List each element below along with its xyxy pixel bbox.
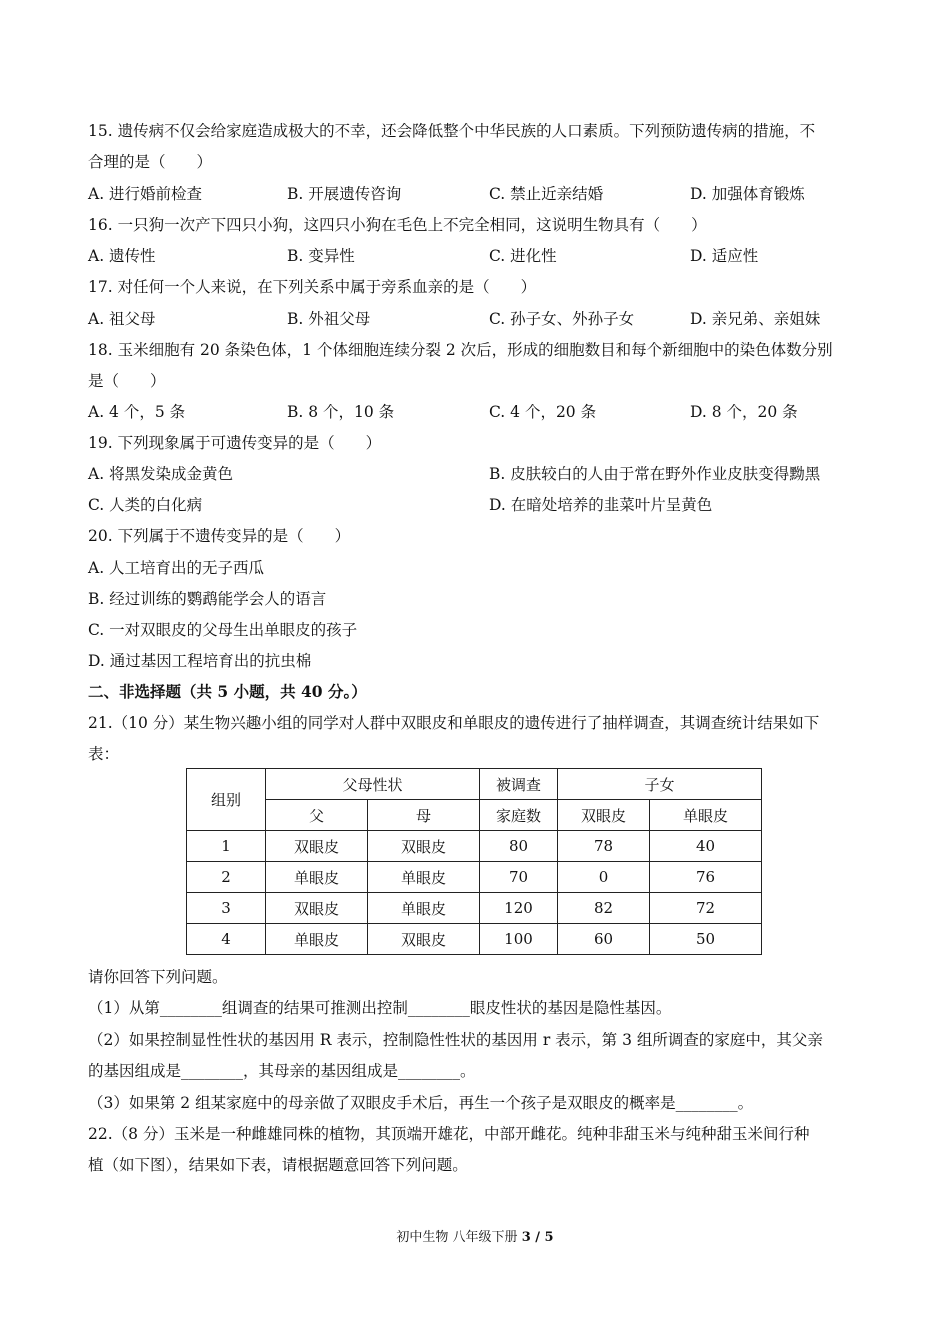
q16-stem: 16. 一只狗一次产下四只小狗，这四只小狗在毛色上不完全相同，这说明生物具有（ ） [88,216,707,234]
q17-option-a: A. 祖父母 [88,310,156,328]
q21-survey-table [186,768,762,955]
cell-mother: 双眼皮 [368,924,480,955]
page-footer [0,1226,950,1245]
cell-families: 100 [480,924,558,955]
cell-double: 82 [558,893,650,924]
cell-double: 78 [558,831,650,862]
q18-option-c: C. 4 个，20 条 [489,403,597,421]
cell-group: 4 [187,924,266,955]
q21-intro-line2: 表： [88,745,120,763]
q18-option-a: A. 4 个，5 条 [88,403,186,421]
q21-sub3: （3）如果第 2 组某家庭中的母亲做了双眼皮手术后，再生一个孩子是双眼皮的概率是________。 [88,1094,754,1112]
q21-prompt: 请你回答下列问题。 [88,968,228,986]
cell-mother: 双眼皮 [368,831,480,862]
q18-option-b: B. 8 个，10 条 [287,403,395,421]
q16-option-a: A. 遗传性 [88,247,156,265]
cell-double: 0 [558,862,650,893]
q17-stem: 17. 对任何一个人来说，在下列关系中属于旁系血亲的是（ ） [88,278,537,296]
q19-stem: 19. 下列现象属于可遗传变异的是（ ） [88,434,382,452]
q21-sub2-line1: （2）如果控制显性性状的基因用 R 表示，控制隐性性状的基因用 r 表示，第 3 组所调查的家庭中，其父亲 [88,1031,823,1049]
section2-heading: 二、非选择题（共 5 小题，共 40 分。） [88,682,367,701]
header-parents: 父母性状 [266,769,480,800]
q21-sub2-line2: 的基因组成是________，其母亲的基因组成是________。 [88,1062,476,1080]
q21-sub1: （1）从第________组调查的结果可推测出控制________眼皮性状的基因是隐性基因。 [88,999,672,1017]
cell-single: 76 [650,862,762,893]
table-row [187,893,762,924]
header-surveyed-2: 家庭数 [480,800,558,831]
cell-father: 双眼皮 [266,893,368,924]
cell-families: 70 [480,862,558,893]
cell-father: 单眼皮 [266,862,368,893]
table-row [187,831,762,862]
cell-father: 单眼皮 [266,924,368,955]
q19-option-b: B. 皮肤较白的人由于常在野外作业皮肤变得黝黑 [489,465,821,483]
q15-option-b: B. 开展遗传咨询 [287,185,402,203]
cell-double: 60 [558,924,650,955]
q17-option-c: C. 孙子女、外孙子女 [489,310,635,328]
cell-father: 双眼皮 [266,831,368,862]
q15-stem-line2: 合理的是（ ） [88,153,213,171]
table-subheader-row [187,800,762,831]
q18-stem-line2: 是（ ） [88,372,166,390]
q20-option-d: D. 通过基因工程培育出的抗虫棉 [88,652,312,670]
q17-option-d: D. 亲兄弟、亲姐妹 [690,310,821,328]
header-surveyed-1: 被调查 [480,769,558,800]
cell-group: 3 [187,893,266,924]
q20-stem: 20. 下列属于不遗传变异的是（ ） [88,527,351,545]
cell-families: 120 [480,893,558,924]
q19-option-d: D. 在暗处培养的韭菜叶片呈黄色 [489,496,713,514]
q18-option-d: D. 8 个，20 条 [690,403,798,421]
cell-mother: 单眼皮 [368,893,480,924]
q20-option-c: C. 一对双眼皮的父母生出单眼皮的孩子 [88,621,358,639]
cell-single: 40 [650,831,762,862]
q20-option-b: B. 经过训练的鹦鹉能学会人的语言 [88,590,327,608]
table-row [187,924,762,955]
q19-option-a: A. 将黑发染成金黄色 [88,465,234,483]
q17-option-b: B. 外祖父母 [287,310,371,328]
header-children: 子女 [558,769,762,800]
q20-option-a: A. 人工培育出的无子西瓜 [88,559,265,577]
header-mother: 母 [368,800,480,831]
q16-option-b: B. 变异性 [287,247,355,265]
header-father: 父 [266,800,368,831]
q16-option-c: C. 进化性 [489,247,557,265]
header-group: 组别 [187,769,266,831]
footer-label: 初中生物 八年级下册 [396,1230,518,1245]
cell-single: 50 [650,924,762,955]
q15-option-d: D. 加强体育锻炼 [690,185,805,203]
page-number: 3 / 5 [521,1230,554,1245]
table-header-row [187,769,762,800]
q21-intro-line1: 21.（10 分）某生物兴趣小组的同学对人群中双眼皮和单眼皮的遗传进行了抽样调查，其调查统计结果如下 [88,714,820,732]
q22-line1: 22.（8 分）玉米是一种雌雄同株的植物，其顶端开雄花，中部开雌花。纯种非甜玉米与纯种甜玉米间行种 [88,1125,810,1143]
q16-option-d: D. 适应性 [690,247,759,265]
q15-option-c: C. 禁止近亲结婚 [489,185,604,203]
cell-group: 2 [187,862,266,893]
cell-families: 80 [480,831,558,862]
q19-option-c: C. 人类的白化病 [88,496,203,514]
q18-stem-line1: 18. 玉米细胞有 20 条染色体，1 个体细胞连续分裂 2 次后，形成的细胞数目和每个新细胞中的染色体数分别 [88,341,833,359]
q15-stem-line1: 15. 遗传病不仅会给家庭造成极大的不幸，还会降低整个中华民族的人口素质。下列预防遗传病的措施，不 [88,122,816,140]
header-double: 双眼皮 [558,800,650,831]
cell-mother: 单眼皮 [368,862,480,893]
q22-line2: 植（如下图），结果如下表，请根据题意回答下列问题。 [88,1156,468,1174]
header-single: 单眼皮 [650,800,762,831]
table-row [187,862,762,893]
q15-option-a: A. 进行婚前检查 [88,185,203,203]
cell-group: 1 [187,831,266,862]
cell-single: 72 [650,893,762,924]
